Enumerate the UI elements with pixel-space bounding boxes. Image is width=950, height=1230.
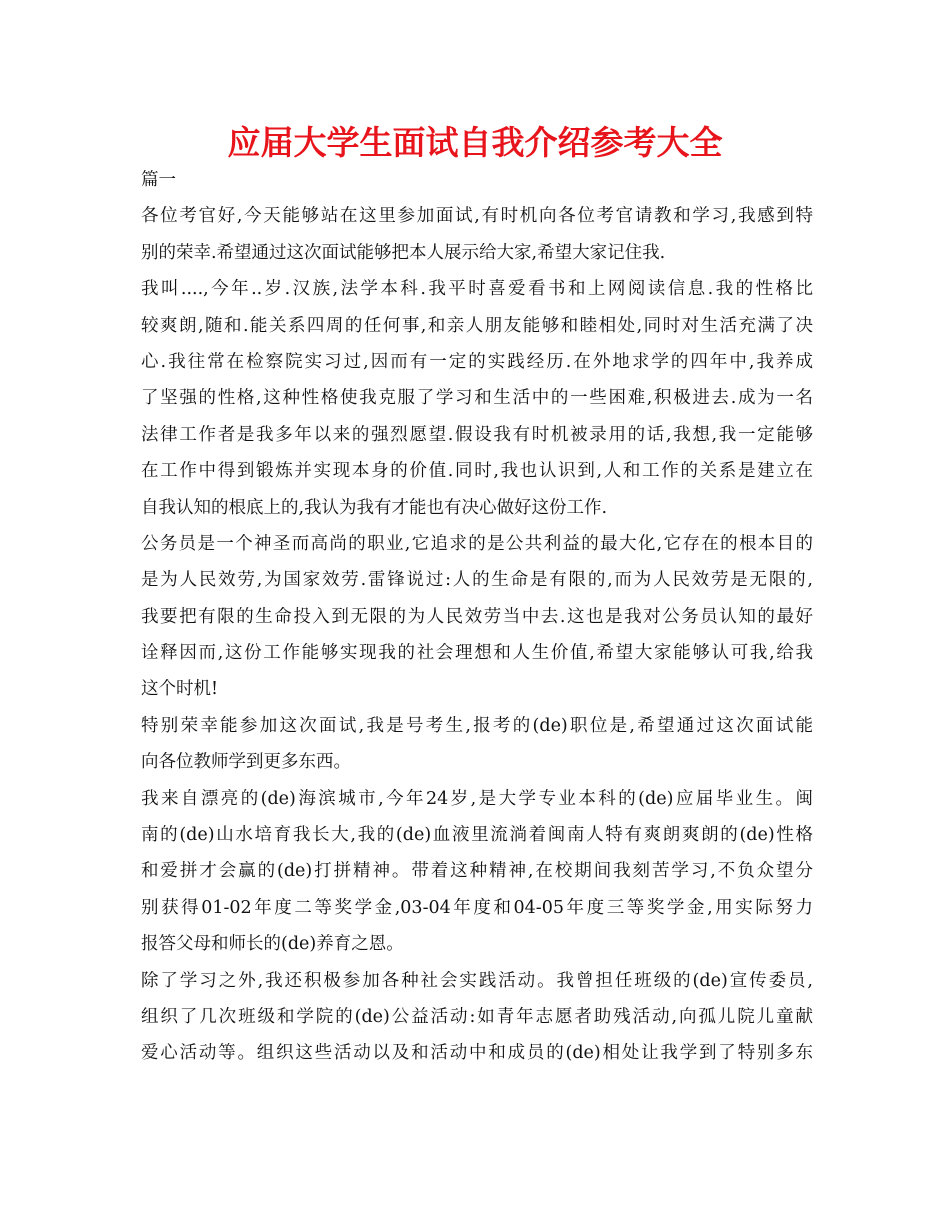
text-line: 这个时机! — [141, 679, 219, 700]
text-line: 在工作中得到锻炼并实现本身的价值.同时,我也认识到,人和工作的关系是建立在 — [141, 461, 813, 482]
text-line: 诠释因而,这份工作能够实现我的社会理想和人生价值,希望大家能够认可我,给我 — [141, 643, 813, 664]
text-line: 自我认知的根底上的,我认为我有才能也有决心做好这份工作. — [141, 497, 608, 518]
text-line: 别的荣幸.希望通过这次面试能够把本人展示给大家,希望大家记住我. — [141, 242, 666, 263]
text-line: 心.我往常在检察院实习过,因而有一定的实践经历.在外地求学的四年中,我养成 — [141, 351, 813, 372]
text-line: 公务员是一个神圣而高尚的职业,它追求的是公共利益的最大化,它存在的根本目的 — [141, 533, 813, 554]
text-line: 是为人民效劳,为国家效劳.雷锋说过:人的生命是有限的,而为人民效劳是无限的, — [141, 570, 813, 591]
text-line: 报答父母和师长的(de)养育之恩。 — [141, 934, 404, 955]
text-line: 篇一 — [141, 170, 176, 190]
document-body — [141, 162, 813, 1072]
text-line: 我叫....,今年..岁.汉族,法学本科.我平时喜爱看书和上网阅读信息.我的性格比 — [141, 279, 813, 300]
text-line: 南的(de)山水培育我长大,我的(de)血液里流淌着闽南人特有爽朗爽朗的(de)性格 — [141, 825, 813, 846]
text-line: 法律工作者是我多年以来的强烈愿望.假设我有时机被录用的话,我想,我一定能够 — [141, 424, 813, 445]
text-line: 除了学习之外,我还积极参加各种社会实践活动。我曾担任班级的(de)宣传委员, — [141, 970, 813, 991]
text-line: 和爱拼才会赢的(de)打拼精神。带着这种精神,在校期间我刻苦学习,不负众望分 — [141, 861, 813, 882]
text-line: 了坚强的性格,这种性格使我克服了学习和生活中的一些困难,积极进去.成为一名 — [141, 388, 813, 409]
document-title: 应届大学生面试自我介绍参考大全 — [227, 123, 723, 162]
text-line: 爱心活动等。组织这些活动以及和活动中和成员的(de)相处让我学到了特别多东 — [141, 1043, 813, 1064]
text-line: 我要把有限的生命投入到无限的为人民效劳当中去.这也是我对公务员认知的最好 — [141, 606, 813, 627]
text-line: 较爽朗,随和.能关系四周的任何事,和亲人朋友能够和睦相处,同时对生活充满了决 — [141, 315, 813, 336]
text-line: 别获得01-02年度二等奖学金,03-04年度和04-05年度三等奖学金,用实际努力 — [141, 897, 813, 918]
text-line: 组织了几次班级和学院的(de)公益活动:如青年志愿者助残活动,向孤儿院儿童献 — [141, 1006, 813, 1027]
text-line: 向各位教师学到更多东西。 — [141, 752, 351, 773]
text-line: 特别荣幸能参加这次面试,我是号考生,报考的(de)职位是,希望通过这次面试能 — [141, 715, 813, 736]
text-line: 我来自漂亮的(de)海滨城市,今年24岁,是大学专业本科的(de)应届毕业生。闽 — [141, 788, 813, 809]
text-line: 各位考官好,今天能够站在这里参加面试,有时机向各位考官请教和学习,我感到特 — [141, 206, 813, 227]
